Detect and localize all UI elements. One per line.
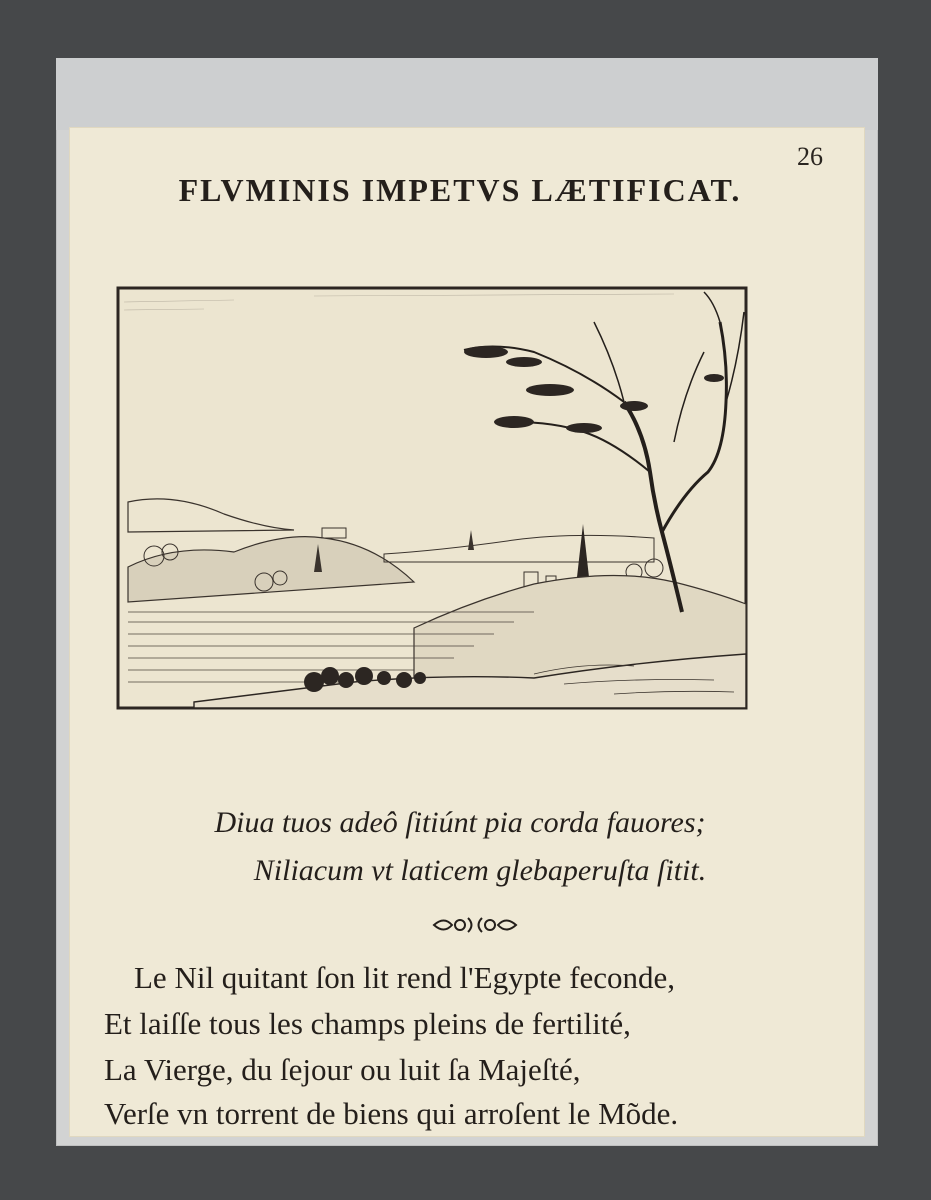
french-verse-line-1: Le Nil quitant ſon lit rend l'Egypte feconde,	[134, 960, 676, 995]
french-verse-line-3: La Vierge, du ſejour ou luit ſa Majeſté,	[104, 1052, 581, 1087]
french-verse-line-2: Et laiſſe tous les champs pleins de fertilité,	[104, 1006, 631, 1041]
fleuron-ornament-icon	[430, 910, 520, 940]
latin-verse-line-2: Niliacum vt laticem glebaperuſta ſitit.	[253, 854, 707, 887]
river-landscape-engraving	[114, 282, 750, 714]
latin-verse-line-1: Diua tuos adeô ſitiúnt pia corda fauores;	[214, 806, 706, 839]
page-number: 26	[797, 142, 823, 171]
french-verse-line-4: Verſe vn torrent de biens qui arroſent le Mõde.	[104, 1096, 679, 1131]
mount-hinge-strip	[56, 58, 878, 130]
page-title: FLVMINIS IMPETVS LÆTIFICAT.	[178, 172, 742, 208]
